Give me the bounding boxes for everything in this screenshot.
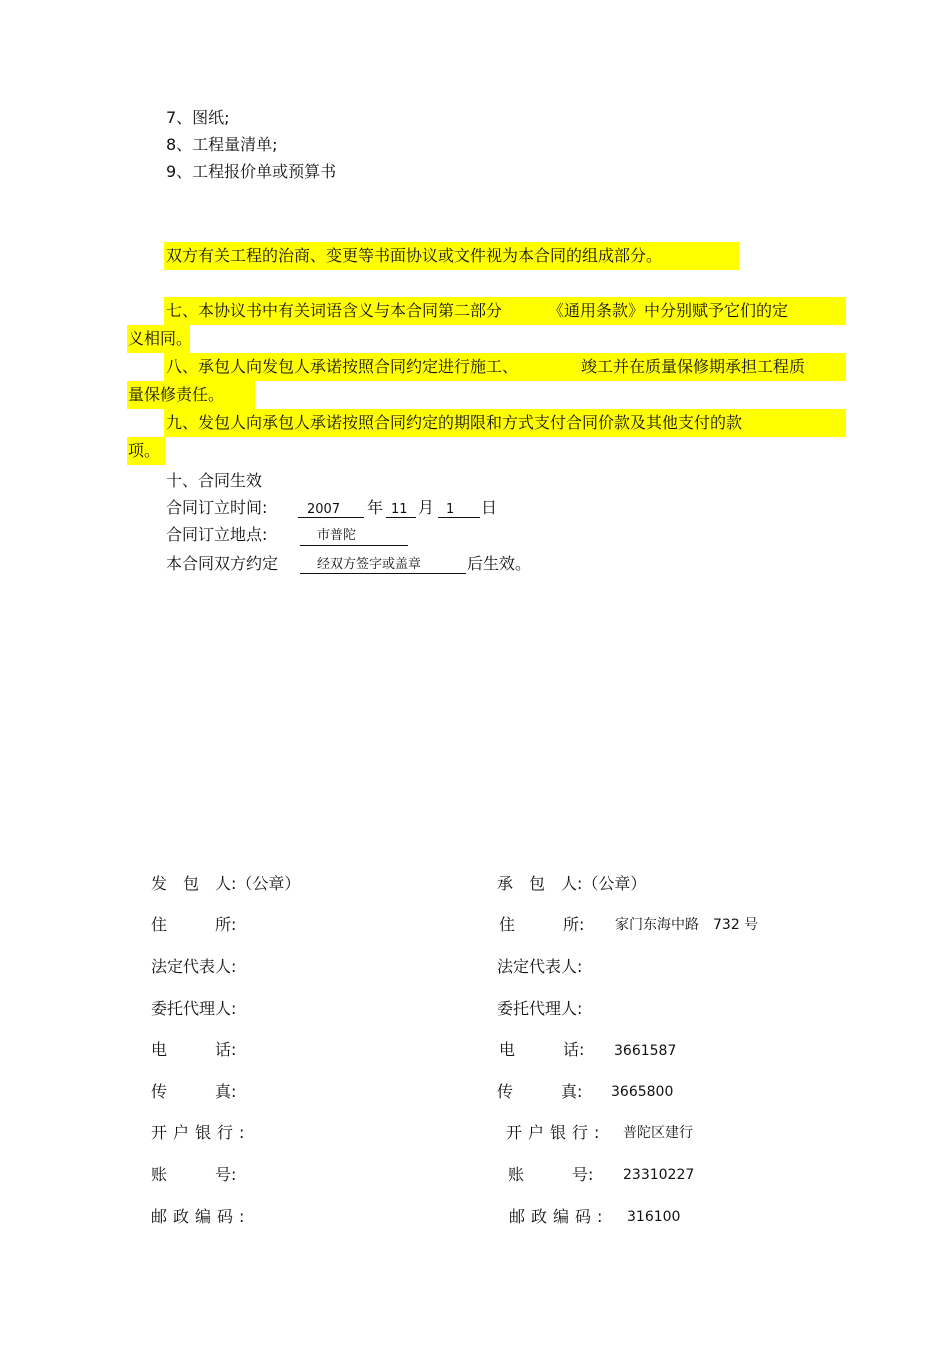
party-b-postcode-value: 316100	[627, 1209, 681, 1225]
party-b-phone-value: 3661587	[614, 1043, 677, 1059]
party-b-address-value: 家门东海中路 732 号	[615, 917, 759, 933]
party-a-phone: 电 话:	[151, 1040, 237, 1059]
party-a-agent: 委托代理人:	[151, 999, 237, 1018]
list-item: 7、图纸;	[166, 108, 230, 127]
month-value: 11	[391, 502, 408, 517]
clause-text: 项。	[128, 441, 161, 460]
date-label: 合同订立时间:	[166, 498, 268, 517]
clause-text: 义相同。	[128, 329, 193, 348]
agree-label: 本合同双方约定	[166, 554, 279, 573]
year-value: 2007	[307, 502, 341, 517]
place-label: 合同订立地点:	[166, 525, 268, 544]
clause-text: 九、发包人向承包人承诺按照合同约定的期限和方式支付合同价款及其他支付的款	[166, 413, 743, 432]
party-b-phone-label: 电 话:	[499, 1040, 585, 1059]
place-value: 市普陀	[317, 528, 357, 543]
party-b-address-label: 住 所:	[499, 915, 585, 934]
party-b-bank-label: 开户银行:	[506, 1123, 606, 1142]
clause-text: 八、承包人向发包人承诺按照合同约定进行施工、	[166, 357, 519, 376]
list-item: 8、工程量清单;	[166, 135, 278, 154]
section-heading: 十、合同生效	[166, 471, 263, 490]
clause-text: 双方有关工程的治商、变更等书面协议或文件视为本合同的组成部分。	[166, 246, 663, 265]
party-b-fax-label: 传 真:	[497, 1082, 583, 1101]
party-b-account-label: 账 号:	[508, 1165, 594, 1184]
underline	[438, 517, 480, 518]
party-a-postcode: 邮政编码:	[151, 1207, 251, 1226]
clause-text: 《通用条款》中分别赋予它们的定	[548, 301, 789, 320]
party-a-address: 住 所:	[151, 915, 237, 934]
clause-text: 量保修责任。	[128, 385, 225, 404]
party-b-label: 承 包 人:（公章）	[497, 874, 647, 893]
party-a-fax: 传 真:	[151, 1082, 237, 1101]
clause-text: 七、本协议书中有关词语含义与本合同第二部分	[166, 301, 503, 320]
party-a-legal-rep: 法定代表人:	[151, 957, 237, 976]
list-item: 9、工程报价单或预算书	[166, 162, 337, 181]
party-b-agent: 委托代理人:	[497, 999, 583, 1018]
party-a-bank: 开户银行:	[151, 1123, 251, 1142]
party-a-label: 发 包 人:（公章）	[151, 874, 301, 893]
clause-text: 竣工并在质量保修期承担工程质	[581, 357, 806, 376]
party-b-postcode-label: 邮政编码:	[509, 1207, 609, 1226]
party-b-account-value: 23310227	[623, 1167, 695, 1183]
party-b-legal-rep: 法定代表人:	[497, 957, 583, 976]
agree-value: 经双方签字或盖章	[317, 557, 422, 572]
agree-suffix: 后生效。	[467, 554, 532, 573]
year-unit: 年	[367, 498, 384, 517]
party-b-fax-value: 3665800	[611, 1084, 674, 1100]
day-value: 1	[446, 502, 455, 517]
day-unit: 日	[481, 498, 498, 517]
party-b-bank-value: 普陀区建行	[623, 1125, 693, 1141]
party-a-account: 账 号:	[151, 1165, 237, 1184]
month-unit: 月	[418, 498, 435, 517]
